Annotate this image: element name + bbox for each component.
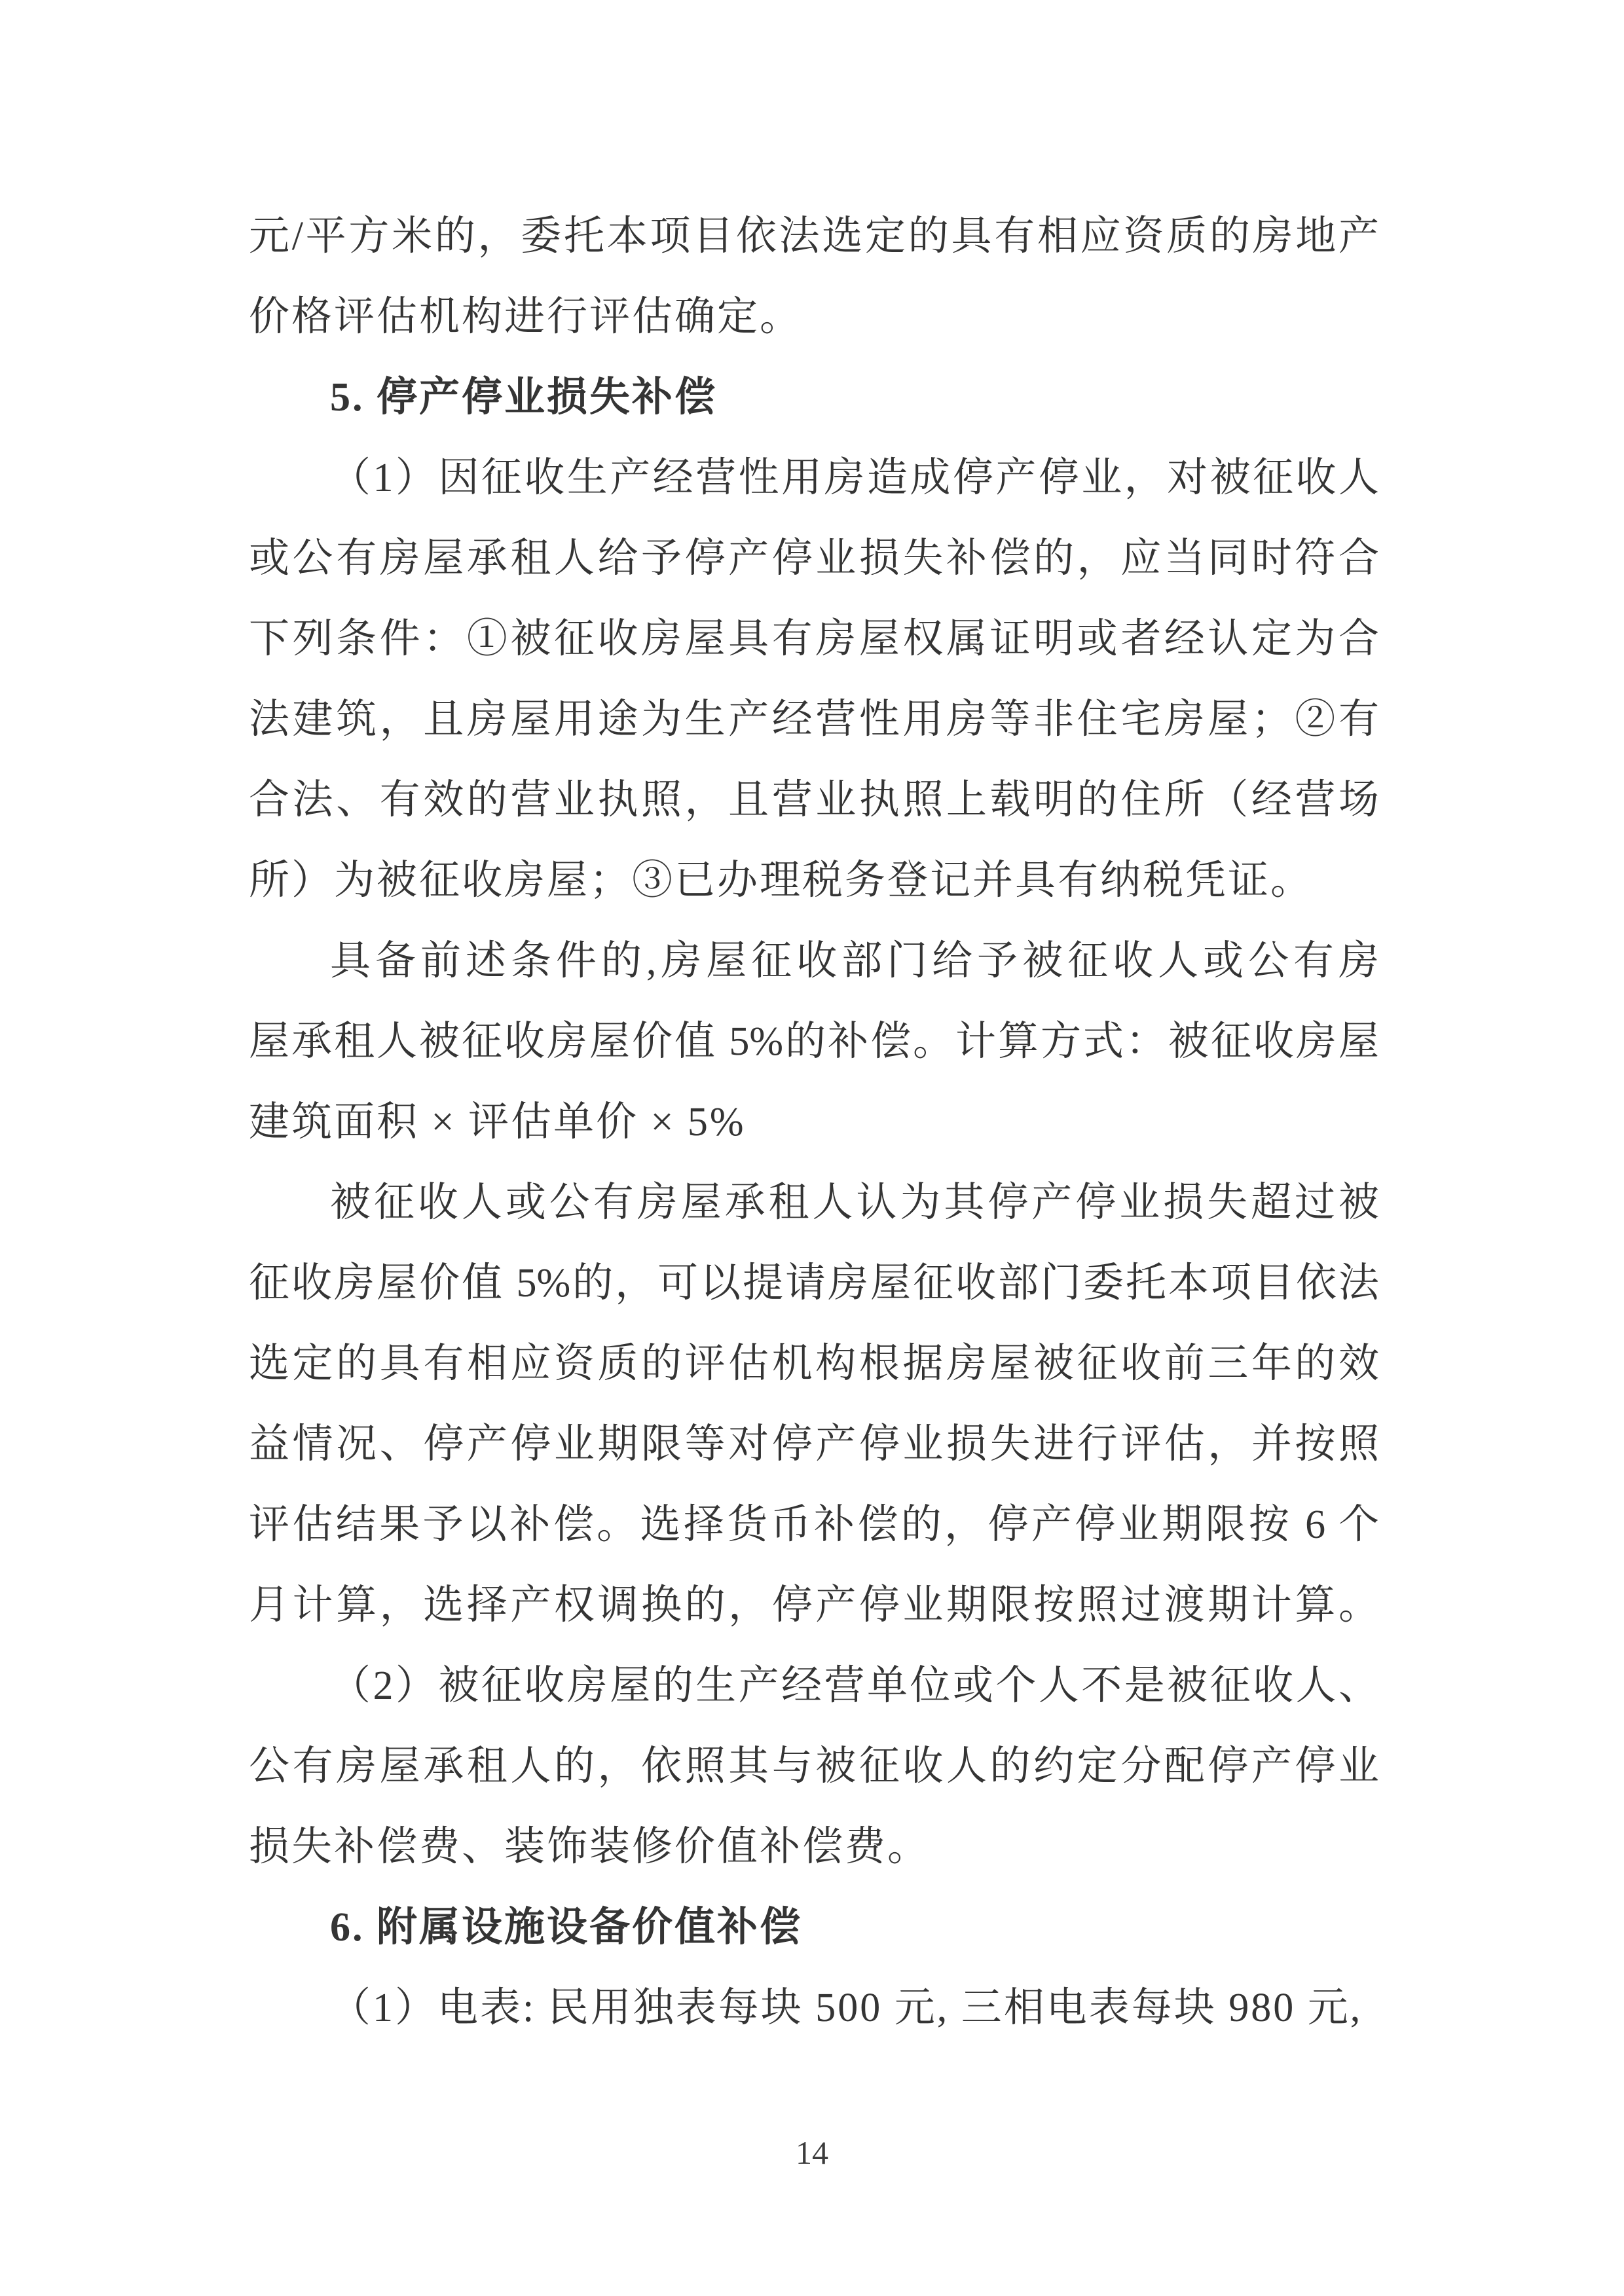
text-line: 评估结果予以补偿。选择货币补偿的，停产停业期限按 6 个 bbox=[249, 1503, 1379, 1547]
text-line: 损失补偿费、装饰装修价值补偿费。 bbox=[249, 1825, 931, 1869]
section-heading-5: 5. 停产停业损失补偿 bbox=[330, 375, 718, 420]
formula-line: 建筑面积 × 评估单价 × 5% bbox=[249, 1100, 746, 1144]
text-line: （2）被征收房屋的生产经营单位或个人不是被征收人、 bbox=[330, 1664, 1379, 1708]
text-line: （1）因征收生产经营性用房造成停产停业，对被征收人 bbox=[330, 456, 1379, 500]
text-line: 被征收人或公有房屋承租人认为其停产停业损失超过被 bbox=[330, 1180, 1379, 1225]
section-heading-6: 6. 附属设施设备价值补偿 bbox=[330, 1905, 803, 1950]
text-line: 法建筑，且房屋用途为生产经营性用房等非住宅房屋；②有 bbox=[249, 697, 1379, 742]
text-line: 公有房屋承租人的，依照其与被征收人的约定分配停产停业 bbox=[249, 1744, 1379, 1789]
text-line: 或公有房屋承租人给予停产停业损失补偿的，应当同时符合 bbox=[249, 536, 1379, 581]
text-line: 屋承租人被征收房屋价值 5%的补偿。计算方式：被征收房屋 bbox=[249, 1019, 1379, 1064]
text-line: 具备前述条件的,房屋征收部门给予被征收人或公有房 bbox=[330, 939, 1379, 983]
text-line: 合法、有效的营业执照，且营业执照上载明的住所（经营场 bbox=[249, 778, 1379, 822]
text-line: 价格评估机构进行评估确定。 bbox=[249, 295, 803, 339]
text-line: 征收房屋价值 5%的，可以提请房屋征收部门委托本项目依法 bbox=[249, 1261, 1379, 1305]
text-line: （1）电表: 民用独表每块 500 元, 三相电表每块 980 元, bbox=[330, 1986, 1363, 2030]
text-line: 月计算，选择产权调换的，停产停业期限按照过渡期计算。 bbox=[249, 1583, 1379, 1628]
text-line: 益情况、停产停业期限等对停产停业损失进行评估，并按照 bbox=[249, 1422, 1379, 1467]
text-line: 所）为被征收房屋；③已办理税务登记并具有纳税凭证。 bbox=[249, 858, 1314, 903]
text-line: 选定的具有相应资质的评估机构根据房屋被征收前三年的效 bbox=[249, 1341, 1379, 1386]
text-line: 下列条件：①被征收房屋具有房屋权属证明或者经认定为合 bbox=[249, 617, 1379, 661]
text-line: 元/平方米的，委托本项目依法选定的具有相应资质的房地产 bbox=[249, 214, 1379, 259]
document-body bbox=[249, 196, 1379, 2049]
page-number: 14 bbox=[796, 2134, 828, 2171]
